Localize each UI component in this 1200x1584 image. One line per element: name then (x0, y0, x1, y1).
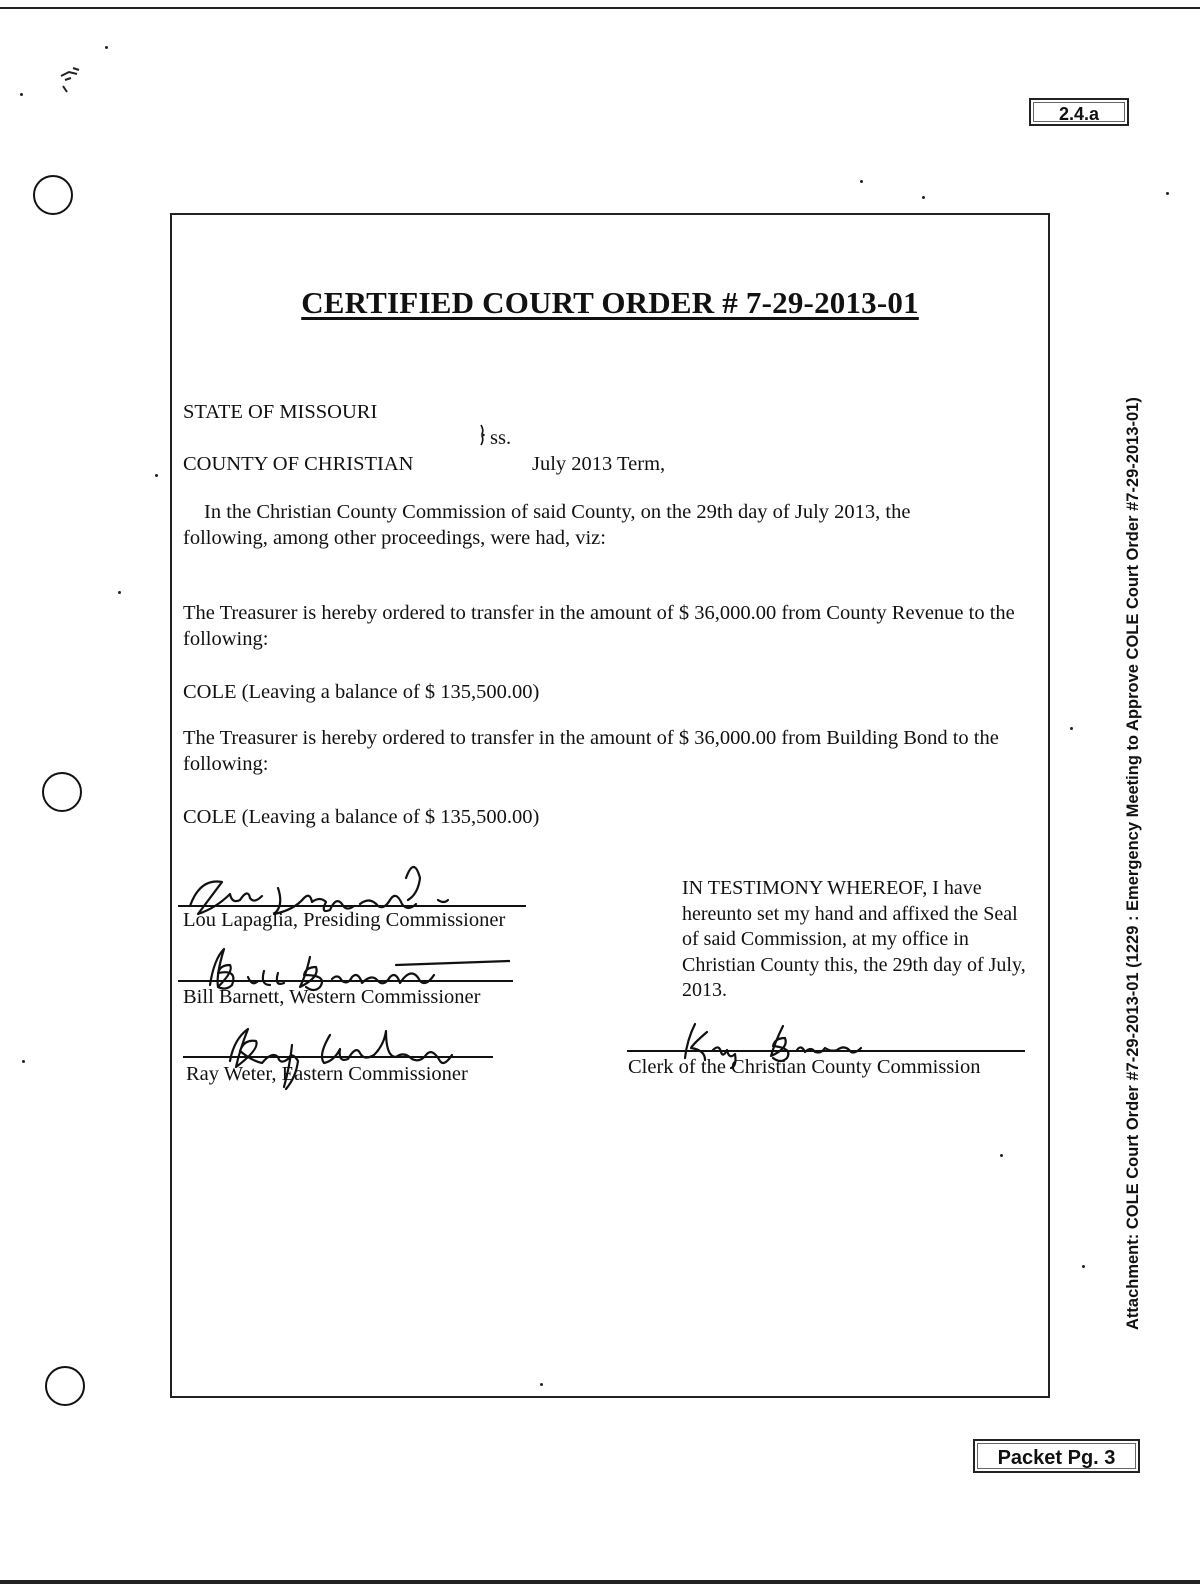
transfer-paragraph-2: The Treasurer is hereby ordered to transfer in the amount of $ 36,000.00 from Building Bond to the following: (183, 727, 999, 775)
state-label: STATE OF MISSOURI (183, 401, 378, 423)
balance-line-1: COLE (Leaving a balance of $ 135,500.00) (183, 681, 540, 703)
signature-caption: Bill Barnett, Western Commissioner (183, 986, 481, 1008)
scan-speck (20, 93, 23, 96)
scan-speck (922, 196, 925, 199)
signature-caption: Ray Weter, Eastern Commissioner (186, 1063, 468, 1085)
page-tag: 2.4.a (1029, 98, 1129, 126)
scan-speck (860, 180, 863, 183)
testimony-text: IN TESTIMONY WHEREOF, I have hereunto set my hand and affixed the Seal of said Commission, at my office in Christian County this, the 29th day of July, 2013. (682, 877, 1026, 1001)
attachment-caption: Attachment: COLE Court Order #7-29-2013-01 (1229 : Emergency Meeting to Approve COLE Court Order #7-29-2013-01) (1124, 397, 1142, 1330)
balance-line-2: COLE (Leaving a balance of $ 135,500.00) (183, 806, 540, 828)
brace-icon (478, 424, 488, 446)
clerk-caption: Clerk of the Christian County Commission (628, 1056, 981, 1078)
page-title: CERTIFIED COURT ORDER # 7-29-2013-01 (301, 285, 919, 320)
signature-caption: Lou Lapaglia, Presiding Commissioner (183, 909, 506, 931)
binder-hole-middle (42, 772, 82, 812)
binder-hole-top (33, 175, 73, 215)
scan-speck (22, 1060, 25, 1063)
scan-speck (1070, 727, 1073, 730)
scan-smudge (55, 62, 85, 98)
transfer-paragraph-1: The Treasurer is hereby ordered to transfer in the amount of $ 36,000.00 from County Revenue to the following: (183, 602, 1015, 650)
packet-page-tag: Packet Pg. 3 (973, 1439, 1140, 1473)
ss-label: ss. (490, 427, 512, 449)
term-label: July 2013 Term, (532, 453, 666, 475)
scan-speck (155, 474, 158, 477)
intro-paragraph: In the Christian County Commission of said County, on the 29th day of July 2013, the following, among other proceedings, were had, viz: (183, 501, 911, 549)
top-rule (0, 7, 1200, 9)
county-label: COUNTY OF CHRISTIAN (183, 453, 414, 475)
bottom-rule (0, 1580, 1200, 1584)
scan-speck (118, 591, 121, 594)
scan-speck (1082, 1265, 1085, 1268)
scan-speck (1166, 192, 1169, 195)
binder-hole-bottom (45, 1366, 85, 1406)
scan-speck (105, 46, 108, 49)
